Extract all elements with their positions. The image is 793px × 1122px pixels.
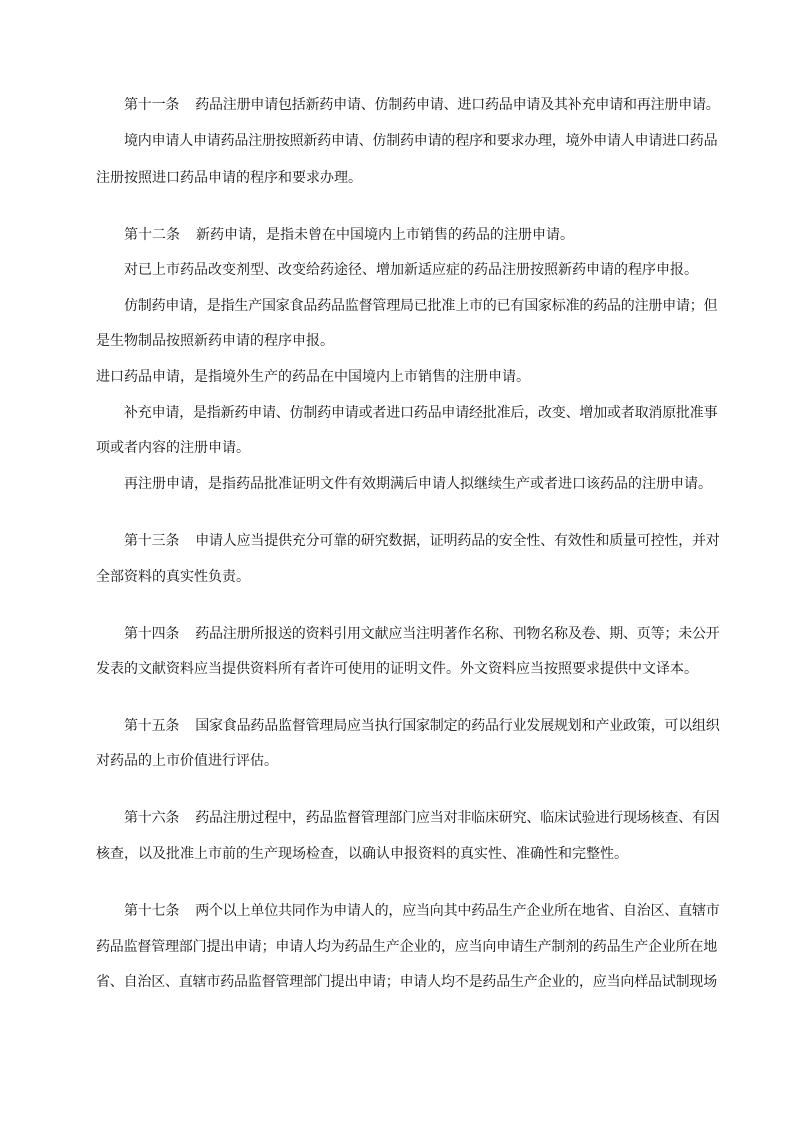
article-17-text: 两个以上单位共同作为申请人的，应当向其中药品生产企业所在地省、自治区、直辖市 — [195, 903, 720, 919]
article-14-label: 第十四条 — [124, 626, 180, 642]
article-12-text: 新药申请，是指未曾在中国境内上市销售的药品的注册申请。 — [196, 227, 574, 243]
article-17-label: 第十七条 — [124, 903, 180, 919]
article-17-line-2: 药品监督管理部门提出申请；申请人均为药品生产企业的，应当向申请生产制剂的药品生产企业所在地 — [96, 939, 717, 955]
article-11-line-2: 境内申请人申请药品注册按照新药申请、仿制药申请的程序和要求办理，境外申请人申请进口药品 — [124, 133, 718, 149]
article-14-line-1 — [96, 624, 721, 644]
article-16-line-1 — [96, 808, 721, 828]
article-12-line-7: 项或者内容的注册申请。 — [96, 440, 250, 456]
article-11-line-1 — [96, 95, 721, 115]
article-15-text: 国家食品药品监督管理局应当执行国家制定的药品行业发展规划和产业政策，可以组织 — [195, 718, 720, 734]
article-16-label: 第十六条 — [124, 810, 180, 826]
article-15-line-2: 对药品的上市价值进行评估。 — [96, 753, 278, 769]
article-13-line-1 — [96, 531, 721, 551]
article-13-text: 申请人应当提供充分可靠的研究数据，证明药品的安全性、有效性和质量可控性，并对 — [195, 533, 720, 549]
article-12-line-2: 对已上市药品改变剂型、改变给药途径、增加新适应症的药品注册按照新药申请的程序申报。 — [124, 262, 698, 278]
article-16-text: 药品注册过程中，药品监督管理部门应当对非临床研究、临床试验进行现场核查、有因 — [195, 810, 720, 826]
article-12-line-4: 是生物制品按照新药申请的程序申报。 — [96, 333, 334, 349]
article-12-line-6: 补充申请，是指新药申请、仿制药申请或者进口药品申请经批准后，改变、增加或者取消原批准事 — [124, 405, 718, 421]
article-15-line-1 — [96, 716, 721, 736]
article-13-line-2: 全部资料的真实性负责。 — [96, 569, 250, 585]
article-15-label: 第十五条 — [124, 718, 180, 734]
article-12-line-8: 再注册申请，是指药品批准证明文件有效期满后申请人拟继续生产或者进口该药品的注册申请。 — [124, 476, 712, 492]
article-12-line-1 — [96, 225, 721, 245]
article-11-label: 第十一条 — [124, 97, 180, 113]
article-12-label: 第十二条 — [124, 227, 180, 243]
article-13-label: 第十三条 — [124, 533, 180, 549]
article-12-line-5: 进口药品申请，是指境外生产的药品在中国境内上市销售的注册申请。 — [96, 369, 530, 385]
article-11-line-3: 注册按照进口药品申请的程序和要求办理。 — [96, 170, 362, 186]
article-16-line-2: 核查，以及批准上市前的生产现场检查，以确认申报资料的真实性、准确性和完整性。 — [96, 846, 628, 862]
article-17-line-1 — [96, 901, 721, 921]
article-17-line-3: 省、自治区、直辖市药品监督管理部门提出申请；申请人均不是药品生产企业的，应当向样品试制现场 — [96, 974, 717, 990]
article-11-text: 药品注册申请包括新药申请、仿制药申请、进口药品申请及其补充申请和再注册申请。 — [195, 97, 720, 113]
article-14-text: 药品注册所报送的资料引用文献应当注明著作名称、刊物名称及卷、期、页等；未公开 — [195, 626, 720, 642]
article-14-line-2: 发表的文献资料应当提供资料所有者许可使用的证明文件。外文资料应当按照要求提供中文译本。 — [96, 661, 698, 677]
article-12-line-3: 仿制药申请，是指生产国家食品药品监督管理局已批准上市的已有国家标准的药品的注册申请；但 — [124, 298, 718, 314]
